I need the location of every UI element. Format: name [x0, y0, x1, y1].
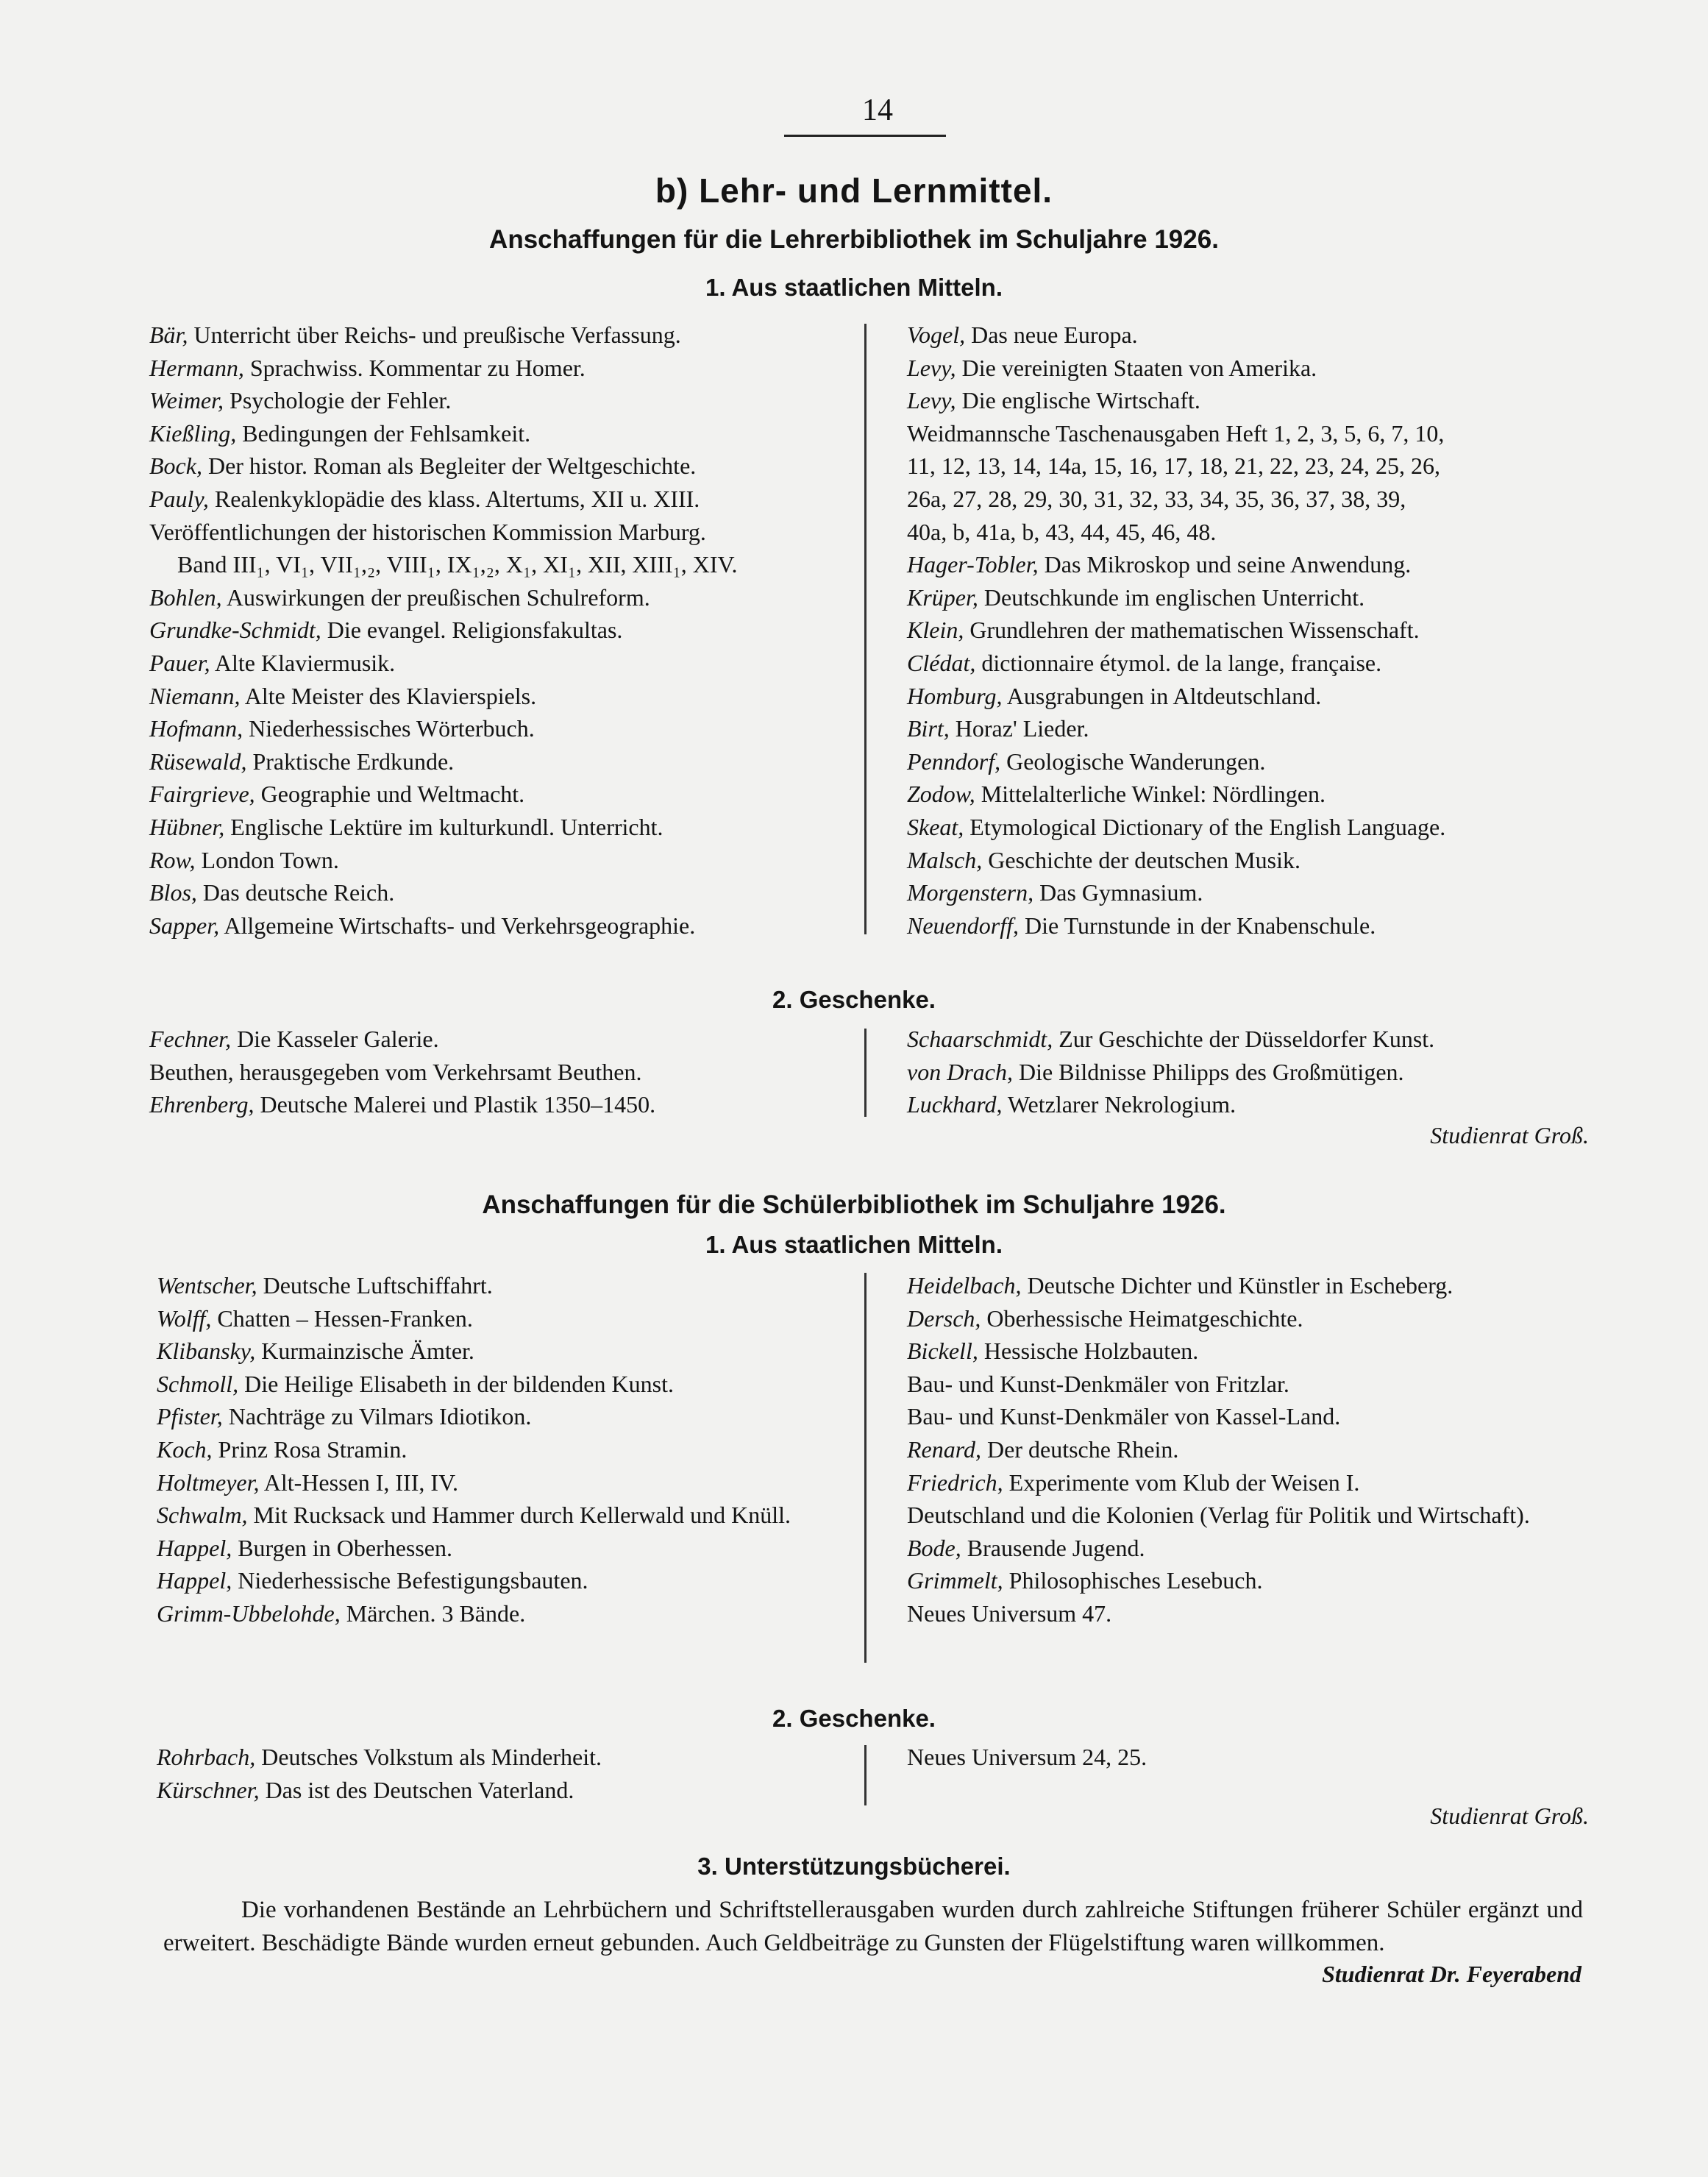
book-author: Weimer, [149, 387, 224, 414]
teacher-gifts-right-column [907, 1023, 1591, 1121]
book-title: Deutschkunde im englischen Unterricht. [983, 583, 1365, 611]
book-author: Birt, [907, 715, 950, 742]
student-state-funds-left-column [157, 1269, 844, 1630]
book-title: 40a, b, 41a, b, 43, 44, 45, 46, 48. [907, 518, 1217, 545]
book-title: Philosophisches Lesebuch. [1008, 1567, 1263, 1594]
book-title: Die evangel. Religionsfakultas. [327, 617, 623, 644]
book-title: Alte Meister des Klavierspiels. [244, 682, 537, 709]
book-author: Holtmeyer, [157, 1469, 260, 1496]
column-divider [864, 1029, 867, 1117]
book-entry [907, 1433, 1584, 1466]
book-title: Deutschland und die Kolonien (Verlag für Politik und Wirtschaft). [907, 1502, 1530, 1529]
book-title: Realenkyklopädie des klass. Altertums, XII u. XIII. [214, 485, 700, 512]
book-title: Die Heilige Elisabeth in der bildenden Kunst. [244, 1370, 674, 1397]
book-entry [149, 844, 855, 877]
book-title: Deutsches Volkstum als Minderheit. [261, 1744, 602, 1770]
book-title: London Town. [201, 846, 339, 873]
book-title: Oberhessische Heimatgeschichte. [986, 1304, 1303, 1332]
book-title: Burgen in Oberhessen. [238, 1534, 452, 1561]
teacher-gifts-left-column [149, 1023, 855, 1121]
book-entry [149, 876, 855, 909]
book-author: Row, [149, 846, 196, 873]
book-title: Das Mikroskop und seine Anwendung. [1044, 551, 1412, 578]
book-title: Auswirkungen der preußischen Schulreform. [226, 583, 650, 611]
book-entry [149, 516, 855, 549]
book-title: Niederhessisches Wörterbuch. [249, 715, 535, 742]
book-title: Deutsche Luftschiffahrt. [263, 1272, 493, 1299]
book-title: Unterricht über Reichs- und preußische Verfassung. [193, 322, 681, 348]
book-entry [907, 614, 1591, 647]
book-entry [907, 1023, 1591, 1056]
book-author: Schmoll, [157, 1370, 239, 1397]
book-title: Englische Lektüre im kulturkundl. Unterricht. [230, 813, 663, 840]
book-entry [157, 1597, 844, 1630]
book-author: Klein, [907, 617, 964, 644]
book-entry [149, 811, 855, 844]
book-entry [907, 745, 1591, 778]
book-author: Fairgrieve, [149, 781, 255, 808]
book-entry [907, 712, 1591, 745]
book-entry [907, 1056, 1591, 1089]
student-state-funds-heading: 1. Aus staatlichen Mitteln. [705, 1231, 1003, 1258]
book-author: Pauer, [149, 649, 210, 676]
teacher-gifts-heading: 2. Geschenke. [772, 986, 936, 1013]
book-title: Das ist des Deutschen Vaterland. [265, 1776, 574, 1803]
book-entry [907, 811, 1591, 844]
book-author: Blos, [149, 879, 197, 906]
page-number: 14 [862, 93, 893, 127]
book-title: Bau- und Kunst-Denkmäler von Fritzlar. [907, 1370, 1289, 1397]
book-author: Klibansky, [157, 1338, 256, 1365]
book-entry [157, 1400, 844, 1433]
book-title: 26a, 27, 28, 29, 30, 31, 32, 33, 34, 35, 36, 37, 38, 39, [907, 485, 1406, 512]
book-title: Weidmannsche Taschenausgaben Heft 1, 2, 3, 5, 6, 7, 10, [907, 419, 1445, 447]
teacher-state-funds-heading: 1. Aus staatlichen Mitteln. [705, 274, 1003, 301]
book-title: Der deutsche Rhein. [987, 1435, 1179, 1463]
book-author: Hübner, [149, 813, 225, 840]
column-divider [864, 1745, 867, 1805]
book-author: Happel, [157, 1567, 232, 1594]
book-entry [907, 1368, 1584, 1401]
book-title: Band III₁, VI₁, VII₁,₂, VIII₁, IX₁,₂, X₁, XI₁, XII, XIII₁, XIV. [177, 551, 738, 578]
book-title: Beuthen, herausgegeben vom Verkehrsamt Beuthen. [149, 1058, 642, 1085]
book-entry [157, 1466, 844, 1499]
book-entry [907, 1088, 1591, 1121]
book-entry [157, 1532, 844, 1565]
book-entry [149, 1088, 855, 1121]
book-title: Das neue Europa. [971, 322, 1138, 348]
book-author: Friedrich, [907, 1469, 1003, 1496]
book-author: Bohlen, [149, 583, 222, 611]
book-author: Levy, [907, 387, 956, 414]
teacher-library-title: Anschaffungen für die Lehrerbibliothek im Schuljahre 1926. [489, 225, 1219, 254]
book-author: Wolff, [157, 1304, 212, 1332]
book-author: Bickell, [907, 1338, 978, 1365]
book-entry [907, 1302, 1584, 1335]
book-title: Brausende Jugend. [967, 1534, 1145, 1561]
book-entry [907, 516, 1591, 549]
book-entry [157, 1269, 844, 1302]
book-entry [149, 352, 855, 385]
book-entry [149, 581, 855, 614]
book-title: Chatten – Hessen-Franken. [217, 1304, 473, 1332]
student-state-funds-right-column [907, 1269, 1584, 1630]
book-author: Zodow, [907, 781, 975, 808]
book-entry [907, 680, 1591, 713]
book-author: Rohrbach, [157, 1744, 256, 1770]
book-title: Die englische Wirtschaft. [961, 387, 1200, 414]
book-author: Morgenstern, [907, 879, 1034, 906]
book-title: dictionnaire étymol. de la lange, française. [981, 649, 1382, 676]
book-title: Deutsche Malerei und Plastik 1350–1450. [260, 1091, 656, 1118]
book-author: Kießling, [149, 419, 237, 447]
teacher-library-signature: Studienrat Groß. [1430, 1122, 1589, 1148]
book-title: Märchen. 3 Bände. [346, 1599, 526, 1627]
book-title: Die Bildnisse Philipps des Großmütigen. [1018, 1058, 1404, 1085]
book-author: von Drach, [907, 1058, 1013, 1085]
book-entry [907, 1466, 1584, 1499]
book-author: Kürschner, [157, 1776, 260, 1803]
book-entry [907, 319, 1591, 352]
book-title: Geographie und Weltmacht. [260, 781, 525, 808]
book-title: Niederhessische Befestigungsbauten. [238, 1567, 588, 1594]
book-author: Malsch, [907, 846, 983, 873]
support-library-text: Die vorhandenen Bestände an Lehrbüchern und Schriftstellerausgaben wurden durch zahlreiche Stiftungen früherer Schüler ergänzt und erweitert. Beschädigte Bände wurden erneut gebunden. Auch Geldbeiträge zu Gunsten der Flügelstiftung waren willkommen. [163, 1897, 1583, 1956]
book-entry [907, 450, 1591, 483]
book-author: Skeat, [907, 813, 964, 840]
book-author: Grimmelt, [907, 1567, 1003, 1594]
book-title: Kurmainzische Ämter. [261, 1338, 474, 1365]
book-author: Happel, [157, 1534, 232, 1561]
book-author: Clédat, [907, 649, 976, 676]
book-entry [907, 417, 1591, 450]
book-title: Etymological Dictionary of the English Language. [969, 813, 1446, 840]
book-author: Neuendorff, [907, 912, 1019, 939]
book-entry [149, 712, 855, 745]
book-entry [149, 548, 855, 581]
book-author: Grimm-Ubbelohde, [157, 1599, 341, 1627]
book-entry [907, 483, 1591, 516]
book-entry [149, 1056, 855, 1089]
book-title: Experimente vom Klub der Weisen I. [1008, 1469, 1360, 1496]
book-title: Horaz' Lieder. [955, 715, 1089, 742]
book-entry [149, 384, 855, 417]
book-entry [149, 647, 855, 680]
book-author: Wentscher, [157, 1272, 257, 1299]
book-title: Die Kasseler Galerie. [237, 1026, 439, 1052]
student-gifts-heading: 2. Geschenke. [772, 1705, 936, 1732]
student-gifts-left-column [157, 1741, 844, 1806]
book-title: Mit Rucksack und Hammer durch Kellerwald und Knüll. [253, 1502, 791, 1529]
book-title: Das deutsche Reich. [202, 879, 395, 906]
book-title: Veröffentlichungen der historischen Kommission Marburg. [149, 518, 706, 545]
book-author: Ehrenberg, [149, 1091, 255, 1118]
book-title: Nachträge zu Vilmars Idiotikon. [228, 1403, 532, 1430]
book-author: Grundke-Schmidt, [149, 617, 321, 644]
book-author: Hermann, [149, 354, 244, 381]
student-gifts-right-column [907, 1741, 1584, 1774]
book-title: Bau- und Kunst-Denkmäler von Kassel-Land. [907, 1403, 1341, 1430]
book-entry [149, 680, 855, 713]
column-divider [864, 324, 867, 934]
book-title: Neues Universum 24, 25. [907, 1744, 1147, 1770]
book-entry [157, 1335, 844, 1368]
book-title: Prinz Rosa Stramin. [218, 1435, 408, 1463]
section-title: b) Lehr- und Lernmittel. [655, 171, 1053, 210]
book-entry [149, 1023, 855, 1056]
book-entry [157, 1368, 844, 1401]
book-author: Krüper, [907, 583, 978, 611]
book-entry [157, 1774, 844, 1807]
book-title: Praktische Erdkunde. [252, 747, 455, 775]
book-title: Hessische Holzbauten. [983, 1338, 1199, 1365]
student-library-title: Anschaffungen für die Schülerbibliothek im Schuljahre 1926. [482, 1190, 1226, 1219]
book-entry [907, 909, 1591, 942]
book-author: Bär, [149, 322, 188, 348]
page-number-rule [784, 135, 946, 137]
book-title: Zur Geschichte der Düsseldorfer Kunst. [1058, 1026, 1435, 1052]
book-author: Renard, [907, 1435, 982, 1463]
column-divider [864, 1273, 867, 1663]
book-title: Wetzlarer Nekrologium. [1007, 1091, 1236, 1118]
book-title: Bedingungen der Fehlsamkeit. [242, 419, 531, 447]
book-title: Deutsche Dichter und Künstler in Escheberg. [1027, 1272, 1453, 1299]
book-entry [907, 1269, 1584, 1302]
book-entry [907, 1532, 1584, 1565]
student-library-signature: Studienrat Groß. [1430, 1803, 1589, 1829]
book-author: Luckhard, [907, 1091, 1003, 1118]
book-author: Vogel, [907, 322, 966, 348]
book-entry [907, 876, 1591, 909]
teacher-state-funds-left-column [149, 319, 855, 942]
book-entry [149, 483, 855, 516]
book-entry [157, 1302, 844, 1335]
book-author: Penndorf, [907, 747, 1001, 775]
book-entry [907, 548, 1591, 581]
book-entry [907, 647, 1591, 680]
book-entry [149, 417, 855, 450]
book-author: Pfister, [157, 1403, 223, 1430]
book-title: Das Gymnasium. [1039, 879, 1203, 906]
book-author: Pauly, [149, 485, 209, 512]
book-author: Koch, [157, 1435, 213, 1463]
book-entry [149, 745, 855, 778]
book-entry [149, 778, 855, 811]
book-author: Fechner, [149, 1026, 232, 1052]
book-entry [907, 384, 1591, 417]
book-entry [907, 1564, 1584, 1597]
support-library-paragraph [163, 1894, 1583, 1960]
book-title: Ausgrabungen in Altdeutschland. [1006, 682, 1322, 709]
book-author: Niemann, [149, 682, 241, 709]
book-entry [157, 1499, 844, 1532]
book-title: Die Turnstunde in der Knabenschule. [1024, 912, 1376, 939]
book-author: Hager-Tobler, [907, 551, 1039, 578]
book-author: Levy, [907, 354, 956, 381]
book-author: Bode, [907, 1534, 961, 1561]
book-entry [149, 319, 855, 352]
book-entry [907, 1499, 1584, 1532]
book-author: Homburg, [907, 682, 1003, 709]
book-title: 11, 12, 13, 14, 14a, 15, 16, 17, 18, 21, 22, 23, 24, 25, 26, [907, 452, 1441, 480]
book-title: Psychologie der Fehler. [229, 387, 452, 414]
book-title: Neues Universum 47. [907, 1599, 1112, 1627]
book-entry [907, 1741, 1584, 1774]
teacher-state-funds-right-column [907, 319, 1591, 942]
book-author: Schwalm, [157, 1502, 248, 1529]
book-entry [907, 352, 1591, 385]
book-entry [907, 581, 1591, 614]
book-entry [157, 1433, 844, 1466]
book-title: Der histor. Roman als Begleiter der Weltgeschichte. [207, 452, 697, 480]
book-author: Schaarschmidt, [907, 1026, 1053, 1052]
book-title: Allgemeine Wirtschafts- und Verkehrsgeographie. [224, 912, 696, 939]
book-title: Sprachwiss. Kommentar zu Homer. [249, 354, 586, 381]
book-author: Rüsewald, [149, 747, 247, 775]
support-library-signature: Studienrat Dr. Feyerabend [1322, 1961, 1581, 1987]
support-library-heading: 3. Unterstützungsbücherei. [697, 1853, 1011, 1880]
book-entry [149, 450, 855, 483]
book-entry [157, 1564, 844, 1597]
book-entry [907, 1400, 1584, 1433]
book-entry [907, 1597, 1584, 1630]
book-author: Sapper, [149, 912, 220, 939]
book-title: Alt-Hessen I, III, IV. [263, 1469, 458, 1496]
book-author: Bock, [149, 452, 202, 480]
book-title: Geologische Wanderungen. [1006, 747, 1266, 775]
book-entry [157, 1741, 844, 1774]
book-title: Alte Klaviermusik. [214, 649, 396, 676]
book-entry [907, 844, 1591, 877]
book-title: Geschichte der deutschen Musik. [988, 846, 1300, 873]
book-title: Grundlehren der mathematischen Wissenschaft. [969, 617, 1420, 644]
book-title: Die vereinigten Staaten von Amerika. [961, 354, 1317, 381]
book-author: Dersch, [907, 1304, 981, 1332]
book-title: Mittelalterliche Winkel: Nördlingen. [981, 781, 1326, 808]
book-author: Hofmann, [149, 715, 243, 742]
book-entry [907, 778, 1591, 811]
book-entry [907, 1335, 1584, 1368]
book-entry [149, 614, 855, 647]
book-author: Heidelbach, [907, 1272, 1022, 1299]
book-entry [149, 909, 855, 942]
